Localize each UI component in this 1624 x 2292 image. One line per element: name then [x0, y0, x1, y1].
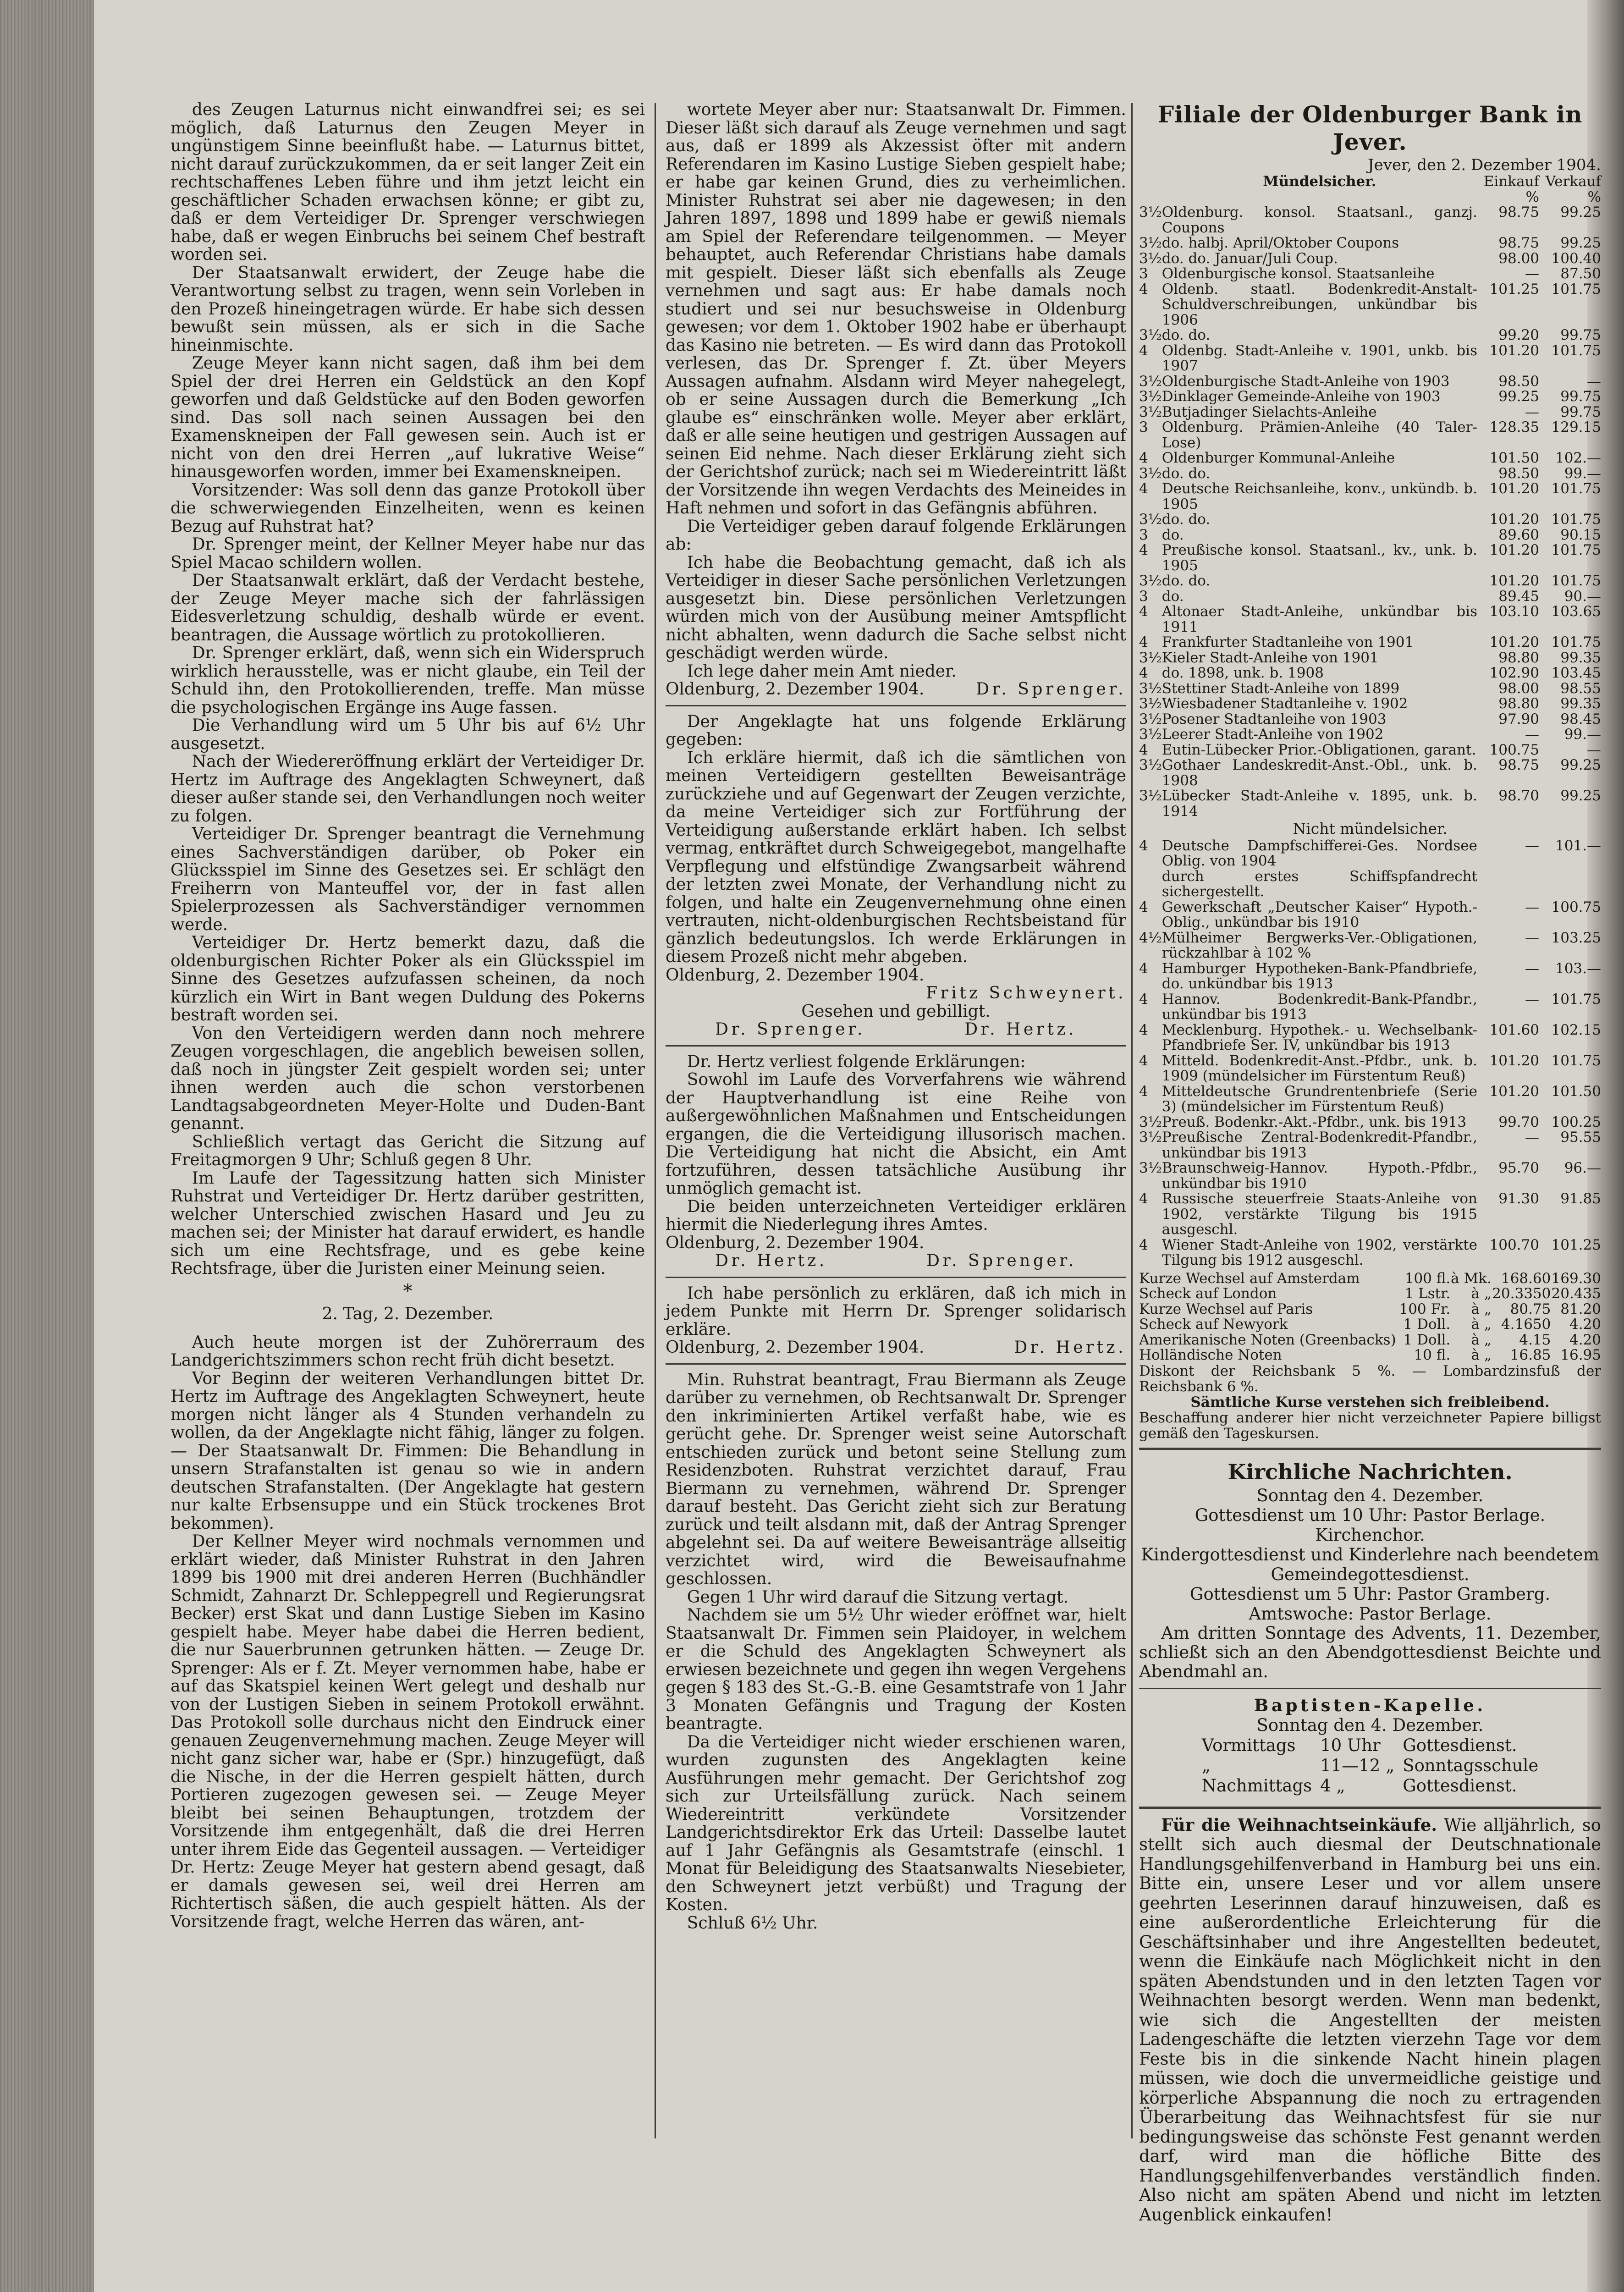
bond-row: 3 do. 89.45 90.— [1139, 588, 1601, 605]
divider [666, 1277, 1126, 1278]
paragraph: Zeuge Meyer kann nicht sagen, daß ihm bei dem Spiel der drei Herren ein Geldstück an den Kopf geworfen und daß Geldstücke auf den Boden geworfen sind. Das soll nach seinen Aussagen bei den Examenskneipen der Fall gewesen sein. Auch ist er nicht von den drei Herren „auf lukrative Weise“ hinausgeworfen worden, immer bei Examenskneipen. [171, 354, 645, 481]
exchange-row: Kurze Wechsel auf Amsterdam 100 fl. à Mk. 168.60 169.30 [1139, 1270, 1601, 1287]
church-line: Amtswoche: Pastor Berlage. [1249, 1603, 1492, 1624]
day2-heading: 2. Tag, 2. Dezember. [322, 1305, 494, 1323]
paragraph: wortete Meyer aber nur: Staatsanwalt Dr. Fimmen. Dieser läßt sich darauf als Zeuge vernehmen und sagt aus, daß er 1899 als Akzessist öfter mit andern Referendaren im Kasino Lustige Sieben gespielt habe; er habe gar keinen Grund, dies zu verheimlichen. Minister Ruhstrat sei aber nie dagewesen; in den Jahren 1897, 1898 und 1899 habe er gewiß niemals am Spiel der Referendare teilgenommen. — Meyer behauptet, auch Referendar Christians habe damals mit gespielt. Dieser läßt sich ebenfalls als Zeuge vernehmen und sagt aus: Er habe damals noch studiert und sei nur besuchsweise in Oldenburg gewesen; vor dem 1. Oktober 1902 habe er überhaupt das Kasino nie betreten. — Es wird dann das Protokoll verlesen, das Dr. Sprenger f. Zt. über Meyers Aussagen aufnahm. Alsdann wird Meyer nahegelegt, ob er seine Aussagen durch die Bemerkung „Ich glaube es“ einschränken wolle. Meyer aber erklärt, daß er alle seine heutigen und gestrigen Aussagen auf seinen Eid nehme. Nach dieser Erklärung zieht sich der Gerichtshof zurück; nach sei m Wiedereintritt läßt der Vorsitzende ihn wegen Verdachts des Meineides in Haft nehmen und sofort in das Gefängnis abführen. [666, 100, 1126, 518]
paragraph: Dr. Sprenger meint, der Kellner Meyer habe nur das Spiel Macao schildern wollen. [171, 535, 645, 572]
baptist-row: Nachmittags 4 „ Gottesdienst. [1201, 1775, 1517, 1796]
paragraph: Im Laufe der Tagessitzung hatten sich Minister Ruhstrat und Verteidiger Dr. Hertz darüber gestritten, welcher Unterschied zwischen Hasard und Jeu zu machen sei; der Minister hat darauf erwidert, es handle sich um eine Rechtsfrage, und es gebe keine Rechtsfrage, über die Juristen einer Meinung seien. [171, 1168, 645, 1278]
christmas-text: Wie alljährlich, so stellt sich auch diesmal der Deutschnationale Handlungsgehilfenverband in Hamburg bei uns ein. Bitte ein, unsere Leser und vor allem unsere geehrten Leserinnen darauf hinzuweisen, daß es eine außerordentliche Erleichterung für die Geschäftsinhaber und ihre Angestellten bedeutet, wenn die Einkäufe nach Möglichkeit nicht in den späten Abendstunden und in den letzten Tagen vor Weihnachten besorgt werden. Wenn man bedenkt, wie sich die Angestellten der meisten Ladengeschäfte die letzten vierzehn Tage vor dem Feste bis in die sinkende Nacht hinein plagen müssen, wie doch die unvermeidliche geistige und körperliche Abspannung die noch zu ertragenden Überarbeitung das Weihnachtsfest für sie nur bedingungsweise das schönste Fest genannt werden darf, wird man die höfliche Bitte des Handlungsgehilfenverbandes verständlich finden. Also nicht am späten Abend und nicht im letzten Augenblick einkaufen! [1139, 1815, 1601, 2225]
paragraph: Sowohl im Laufe des Vorverfahrens wie während der Hauptverhandlung ist eine Reihe von außergewöhnlichen Maßnahmen und Entscheidungen ergangen, die die Verteidigung illusorisch machen. Die Verteidigung hat nicht die Absicht, ein Amt fortzuführen, dessen tatsächliche Ausübung ihr unmöglich gemacht ist. [666, 1070, 1126, 1198]
church-line: Sonntag den 4. Dezember. [1256, 1485, 1484, 1505]
bond-row: 3½ Lübecker Stadt-Anleihe v. 1895, unk. b. 1914 98.70 99.25 [1139, 788, 1601, 820]
bond-row: 4 Hamburger Hypotheken-Bank-Pfandbriefe, do. unkündbar bis 1913 — 103.— [1139, 960, 1601, 992]
paragraph: Die beiden unterzeichneten Verteidiger erklären hiermit die Niederlegung ihres Amtes. [666, 1197, 1126, 1234]
column-rule [655, 103, 656, 2138]
bond-row: 3½ Kieler Stadt-Anleihe von 1901 98.80 99.35 [1139, 649, 1601, 666]
church-title: Kirchliche Nachrichten. [1228, 1459, 1513, 1484]
exchange-row: Kurze Wechsel auf Paris 100 Fr. à „ 80.75 81.20 [1139, 1300, 1601, 1317]
bond-row: 3½ Wiesbadener Stadtanleihe v. 1902 98.80 99.35 [1139, 695, 1601, 712]
approval-signatures: Dr. Sprenger. Dr. Hertz. [715, 1020, 1077, 1039]
bond-row: 4 Oldenbg. Stadt-Anleihe v. 1901, unkb. bis 1907 101.20 101.75 [1139, 342, 1601, 374]
paragraph: Schließlich vertagt das Gericht die Sitzung auf Freitagmorgen 9 Uhr; Schluß gegen 8 Uhr. [171, 1132, 645, 1169]
trial-report-day2 [171, 1333, 645, 1931]
bond-row: 4½ Mülheimer Bergwerks-Ver.-Obligationen, rückzahlbar à 102 % — 103.25 [1139, 929, 1601, 961]
advent-note: Am dritten Sonntage des Advents, 11. Dezember, schließt sich an den Abendgottesdienst Beichte und Abendmahl an. [1139, 1623, 1601, 1681]
column-3 [1139, 101, 1601, 2225]
bond-row: 3½ do. do. 101.20 101.75 [1139, 573, 1601, 589]
bond-row: 3 Oldenburgische konsol. Staatsanleihe — 87.50 [1139, 265, 1601, 282]
bond-row: 4 Hannov. Bodenkredit-Bank-Pfandbr., unkündbar bis 1913 — 101.75 [1139, 991, 1601, 1023]
christmas-notice [1139, 1815, 1601, 2225]
declaration-defendant [666, 713, 1126, 966]
bond-row: 4 Preußische konsol. Staatsanl., kv., unk. b. 1905 101.20 101.75 [1139, 542, 1601, 574]
bond-row: 3½ Butjadinger Sielachts-Anleihe — 99.75 [1139, 403, 1601, 420]
bond-row: 3½ do. do. Januar/Juli Coup. 98.00 100.40 [1139, 250, 1601, 267]
bond-row: 4 Oldenb. staatl. Bodenkredit-Anstalt-Schuldverschreibungen, unkündbar bis 1906 101.25 101.75 [1139, 281, 1601, 328]
bond-row: 3½ Preußische Zentral-Bodenkredit-Pfandbr., unkündbar bis 1913 — 95.55 [1139, 1129, 1601, 1161]
paragraph: Gegen 1 Uhr wird darauf die Sitzung vertagt. [687, 1587, 1069, 1607]
declaration-solidarity [666, 1284, 1126, 1339]
procurement-note: Beschaffung anderer hier nicht verzeichneter Papiere billigst gemäß den Tageskursen. [1139, 1409, 1601, 1442]
bond-row: 4 Deutsche Reichsanleihe, konv., unkündb. b. 1905 101.20 101.75 [1139, 480, 1601, 512]
bond-row: 4 Frankfurter Stadtanleihe von 1901 101.20 101.75 [1139, 634, 1601, 650]
baptist-row: Vormittags 10 Uhr Gottesdienst. [1201, 1735, 1517, 1755]
bond-row: 4 do. 1898, unk. b. 1908 102.90 103.45 [1139, 665, 1601, 681]
approval-note: Gesehen und gebilligt. [801, 1002, 991, 1021]
bond-row: 4 Oldenburger Kommunal-Anleihe 101.50 102.— [1139, 450, 1601, 466]
bond-row: 4 Eutin-Lübecker Prior.-Obligationen, garant. 100.75 — [1139, 741, 1601, 758]
baptist-date: Sonntag den 4. Dezember. [1256, 1715, 1484, 1735]
paragraph: Vorsitzender: Was soll denn das ganze Protokoll über die schwerwiegenden Einzelheiten, wenn es keinen Bezug auf Ruhstrat hat? [171, 480, 645, 536]
bond-row: 3½ Leerer Stadt-Anleihe von 1902 — 99.— [1139, 726, 1601, 743]
church-line: Gottesdienst um 5 Uhr: Pastor Gramberg. [1189, 1584, 1551, 1604]
bond-row: 3 do. 89.60 90.15 [1139, 526, 1601, 543]
trial-report-part1 [171, 101, 645, 1278]
paragraph: Nach der Wiedereröffnung erklärt der Verteidiger Dr. Hertz im Auftrage des Angeklagten Schweynert, daß dieser außer stande sei, den Verhandlungen noch weiter zu folgen. [171, 752, 645, 826]
paragraph: Verteidiger Dr. Hertz bemerkt dazu, daß die oldenburgischen Richter Poker als ein Glücksspiel im Sinne des Gesetzes aufzufassen scheinen, da noch kürzlich ein Wirt in Bant wegen Duldung des Pokerns bestraft worden sei. [171, 933, 645, 1025]
paragraph: Nachdem sie um 5½ Uhr wieder eröffnet war, hielt Staatsanwalt Dr. Fimmen sein Plaidoyer, in welchem er die Schuld des Angeklagten Schweynert als erwiesen bezeichnete und gegen ihn wegen Vergehens gegen § 183 des St.-G.-B. eine Gesamtstrafe von 1 Jahr 3 Monaten Gefängnis und Tragung der Kosten beantragte. [666, 1606, 1126, 1733]
paragraph: Verteidiger Dr. Sprenger beantragt die Vernehmung eines Sachverständigen darüber, ob Poker ein Glücksspiel im Sinne des Gesetzes sei. Er schlägt den Freiherrn von Manteuffel vor, der in fast allen Spielerprozessen als Sachverständiger vernommen werde. [171, 825, 645, 934]
signature-schweynert: Fritz Schweynert. [926, 984, 1126, 1003]
bond-row: 3½ Gothaer Landeskredit-Anst.-Obl., unk. b. 1908 98.75 99.25 [1139, 757, 1601, 789]
paragraph: Die Verhandlung wird um 5 Uhr bis auf 6½ Uhr ausgesetzt. [171, 716, 645, 753]
paragraph: Min. Ruhstrat beantragt, Frau Biermann als Zeuge darüber zu vernehmen, ob Rechtsanwalt Dr. Sprenger den inkriminierten Artikel verfaßt habe, wie es gerücht gehe. Dr. Sprenger weist seine Autorschaft entschieden zurück und betont seine Stellung zum Residenzboten. Ruhstrat verzichtet darauf, Frau Biermann zu vernehmen, während Dr. Sprenger darauf besteht. Das Gericht zieht sich zur Beratung zurück und teilt alsdann mit, daß der Antrag Sprenger abgelehnt sei. Da auf weitere Beweisanträge allseitig verzichtet wird, wird die Beweisaufnahme geschlossen. [666, 1370, 1126, 1588]
divider [1139, 1448, 1601, 1450]
bond-row: 3½ Oldenburg. konsol. Staatsanl., ganzj. Coupons 98.75 99.25 [1139, 204, 1601, 236]
trial-verdict [666, 1371, 1126, 1914]
bond-row: 4 Wiener Stadt-Anleihe von 1902, verstärkte Tilgung bis 1912 ausgeschl. 100.70 101.25 [1139, 1236, 1601, 1268]
divider [1139, 1807, 1601, 1809]
paragraph: Der Kellner Meyer wird nochmals vernommen und erklärt wieder, daß Minister Ruhstrat in den Jahren 1899 bis 1900 mit drei anderen Herren (Buchhändler Schmidt, Zahnarzt Dr. Schleppegrell und Regierungsrat Becker) erst Skat und dann Lustige Sieben im Kasino gespielt habe. Meyer habe dabei die Herren bedient, die nur Sauerbrunnen getrunken hätten. — Zeuge Dr. Sprenger: Als er f. Zt. Meyer vernommen habe, habe er auf das Skatspiel keinen Wert gelegt und deshalb nur von der Lustigen Sieben in seinem Protokoll erwähnt. Das Protokoll solle durchaus nicht den Eindruck einer genauen Zeugenvernehmung machen. Zeuge Meyer will nicht ganz sicher war, habe er (Spr.) hinzugefügt, daß die Nische, in der die Herren gespielt hätten, durch Portieren zugezogen gewesen sei. — Zeuge Meyer bleibt bei seinen Behauptungen, trotzdem der Vorsitzende ihm entgegenhält, daß die drei Herren unter ihrem Eide das Gegenteil aussagen. — Verteidiger Dr. Hertz: Zeuge Meyer hat gestern abend gesagt, daß er damals gewesen sei, weil drei Herren am Richtertisch säßen, die auch gespielt hätten. Als der Vorsitzende fragt, welche Herren das wären, ant- [171, 1532, 645, 1931]
paragraph: Der Angeklagte hat uns folgende Erklärung gegeben: [666, 712, 1126, 749]
exchange-row: Holländische Noten 10 fl. à „ 16.85 16.95 [1139, 1347, 1601, 1363]
kurse-note: Sämtliche Kurse verstehen sich freibleibend. [1190, 1394, 1550, 1410]
bond-row: 4 Mitteldeutsche Grundrentenbriefe (Serie 3) (mündelsicher im Fürstentum Reuß) 101.20 101.50 [1139, 1083, 1601, 1115]
bond-table-header: Mündelsicher. Einkauf Verkauf [1263, 173, 1601, 190]
baptist-schedule [1197, 1735, 1543, 1796]
bond-row: 4 Russische steuerfreie Staats-Anleihe von 1902, verstärkte Tilgung bis 1915 ausgeschl. 91.30 91.85 [1139, 1190, 1601, 1238]
paragraph: Der Staatsanwalt erklärt, daß der Verdacht bestehe, der Zeuge Meyer mache sich der fahrlässigen Eidesverletzung schuldig, deshalb würde er event. beantragen, die Aussage wörtlich zu protokollieren. [171, 571, 645, 645]
bank-date: Jever, den 2. Dezember 1904. [1368, 156, 1601, 174]
bond-row: 3½ Oldenburgische Stadt-Anleihe von 1903 98.50 — [1139, 373, 1601, 390]
bond-row: 3½ do. do. 98.50 99.— [1139, 465, 1601, 482]
bond-row: durch erstes Schiffspfandrecht sichergestellt. [1162, 868, 1477, 900]
bond-row: 4 Gewerkschaft „Deutscher Kaiser“ Hypoth.-Oblig., unkündbar bis 1910 — 100.75 [1139, 898, 1601, 931]
declaration-hertz [666, 1053, 1126, 1234]
divider [666, 1045, 1126, 1047]
signature-place: Oldenburg, 2. Dezember 1904. [666, 965, 925, 985]
divider [666, 705, 1126, 706]
closing-time: Schluß 6½ Uhr. [687, 1913, 818, 1933]
bond-row: 4 Mecklenburg. Hypothek.- u. Wechselbank-Pfandbriefe Ser. IV, unkündbar bis 1913 101.60 102.15 [1139, 1021, 1601, 1053]
bond-row: 4 Altonaer Stadt-Anleihe, unkündbar bis 1911 103.10 103.65 [1139, 603, 1601, 635]
bond-row: 3½ Braunschweig-Hannov. Hypoth.-Pfdbr., unkündbar bis 1910 95.70 96.— [1139, 1160, 1601, 1192]
trial-report-continued [666, 101, 1126, 680]
paragraph: Dr. Sprenger erklärt, daß, wenn sich ein Widerspruch wirklich herausstelle, was er nicht glaube, ein Teil der Schuld ihn, den Protokollierenden, treffe. Man müsse die psychologischen Ergänge ins Auge fassen. [171, 644, 645, 717]
bond-row: 4 Deutsche Dampfschifferei-Ges. Nordsee Oblig. von 1904 — 101.— [1139, 837, 1601, 869]
section-not-safe: Nicht mündelsicher. [1293, 820, 1448, 837]
exchange-row: Scheck auf London 1 Lstr. à „ 20.3350 20.435 [1139, 1285, 1601, 1302]
bank-title: Filiale der Oldenburger Bank in Jever. [1157, 101, 1583, 155]
bond-row: 3½ Preuß. Bodenkr.-Akt.-Pfdbr., unk. bis 1913 99.70 100.25 [1139, 1113, 1601, 1130]
exchange-row: Amerikanische Noten (Greenbacks) 1 Doll. à „ 4.15 4.20 [1139, 1331, 1601, 1348]
paragraph: Vor Beginn der weiteren Verhandlungen bittet Dr. Hertz im Auftrage des Angeklagten Schweynert, heute morgen nicht länger als 4 Stunden verhandeln zu wollen, da der Angeklagte nicht fähig, länger zu folgen. — Der Staatsanwalt Dr. Fimmen: Die Behandlung in unsern Strafanstalten ist genau so wie in andern deutschen Strafanstalten. (Der Angeklagte hat gestern nur kalte Erbsensuppe und ein Stück trockenes Brot bekommen). [171, 1369, 645, 1533]
book-edge [0, 0, 94, 2292]
bond-row: 3½ Posener Stadtanleihe von 1903 97.90 98.45 [1139, 711, 1601, 727]
paragraph: Ich habe die Beobachtung gemacht, daß ich als Verteidiger in dieser Sache persönlichen Verletzungen ausgesetzt bin. Diese persönlichen Verletzungen würden mich von der Ausübung meiner Amtspflicht nicht abhalten, wenn dadurch die Sache selbst nicht geschädigt werden würde. [666, 553, 1126, 662]
column-1 [171, 101, 645, 2209]
paragraph: Da die Verteidiger nicht wieder erschienen waren, wurden zugunsten des Angeklagten keine Ausführungen mehr gemacht. Der Gerichtshof zog sich zur Urteilsfällung zurück. Nach seinem Wiedereintritt verkündete Vorsitzender Landgerichtsdirektor Erk das Urteil: Dasselbe lautet auf 1 Jahr Gefängnis als Gesamtstrafe (einschl. 1 Monat für Beleidigung des Staatsanwalts Niesebieter, den Schweynert jetzt verbüßt) und Tragung der Kosten. [666, 1732, 1126, 1914]
church-line: Gottesdienst um 10 Uhr: Pastor Berlage. [1195, 1505, 1546, 1525]
discount-note: Diskont der Reichsbank 5 %. — Lombardzinsfuß der Reichsbank 6 %. [1139, 1362, 1601, 1395]
paragraph: des Zeugen Laturnus nicht einwandfrei sei; es sei möglich, daß Laturnus den Zeugen Meyer in ungünstigem Sinne beeinflußt habe. — Laturnus bittet, nicht darauf zurückzukommen, da er seit langer Zeit ein rechtschaffenes Leben führe und ihm jetzt leicht ein geschäftlicher Schaden erwachsen könne; er gibt zu, daß er dem Verteidiger Dr. Sprenger verschwiegen habe, daß er wegen Einbruchs bei seinem Chef bestraft worden sei. [171, 100, 645, 264]
divider [1139, 1688, 1601, 1689]
christmas-lead: Für die Weihnachtseinkäufe. [1161, 1814, 1437, 1835]
column-rule [1131, 103, 1133, 2138]
bond-row: 3 Oldenburg. Prämien-Anleihe (40 Taler-Lose) 128.35 129.15 [1139, 419, 1601, 451]
bond-row: 3½ do. do. 99.20 99.75 [1139, 327, 1601, 343]
church-services [1139, 1486, 1601, 1624]
exchange-row: Scheck auf Newyork 1 Doll. à „ 4.1650 4.20 [1139, 1316, 1601, 1333]
bond-table: Mündelsicher. Einkauf Verkauf % % 3½ Oldenburg. konsol. Staatsanl., ganzj. Coupons 98.75 99.25 3½ do. halbj. April/Oktober Coupons 98.75 99.25 3½ do. do. Januar/Juli Coup. 98.00 100.40 3 Oldenburgische konsol. Staatsanleihe — 87.50 4 Oldenb. staatl. Bodenkredit-Anstalt-Schuldverschreibungen, unkündbar bis 1906 101.25 101.75 3½ do. do. 99.20 99.75 4 Oldenbg. Stadt-Anleihe v. 1901, unkb. bis 1907 101.20 101.75 3½ Oldenburgische Stadt-Anleihe von 1903 98.50 — 3½ Dinklager Gemeinde-Anleihe von 1903 99.25 99.75 3½ Butjadinger Sielachts-Anleihe — 99.75 3 Oldenburg. Prämien-Anleihe (40 Taler-Lose) 128.35 129.15 4 Oldenburger Kommunal-Anleihe 101.50 102.— 3½ do. do. 98.50 99.— 4 Deutsche Reichsanleihe, konv., unkündb. b. 1905 101.20 101.75 3½ do. do. 101.20 101.75 3 do. 89.60 90.15 4 Preußische konsol. Staatsanl., kv., unk. b. 1905 101.20 101.75 3½ do. do. 101.20 101.75 3 do. 89.45 90.— 4 Altonaer Stadt-Anleihe, unkündbar bis 1911 103.10 103.65 4 Frankfurter Stadtanleihe von 1901 101.20 101.75 3½ Kieler Stadt-Anleihe von 1901 98.80 99.35 4 do. 1898, unk. b. 1908 102.90 103.45 3½ Stettiner Stadt-Anleihe von 1899 98.00 98.55 3½ Wiesbadener Stadtanleihe v. 1902 98.80 99.35 3½ Posener Stadtanleihe von 1903 97.90 98.45 3½ Leerer Stadt-Anleihe von 1902 — 99.— 4 Eutin-Lübecker Prior.-Obligationen, garant. 100.75 — 3½ Gothaer Landeskredit-Anst.-Obl., unk. b. 1908 98.75 99.25 3½ Lübecker Stadt-Anleihe v. 1895, unk. b. 1914 98.70 99.25 Nicht mündelsicher. 4 Deutsche Dampfschifferei-Ges. Nordsee Oblig. von 1904 — 101.— durch erstes Schiffspfandrecht sichergestellt. 4 Gewerkschaft „Deutscher Kaiser“ Hypoth.-Oblig., unkündbar bis 1910 — 100.75 4½ Mülheimer Bergwerks-Ver.-Obligationen, rückzahlbar à 102 % — 103.25 4 Hamburger Hypotheken-Bank-Pfandbriefe, do. unkündbar bis 1913 — 103.— 4 Hannov. Bodenkredit-Bank-Pfandbr., unkündbar bis 1913 — 101.75 4 Mecklenburg. Hypothek.- u. Wechselbank-Pfandbriefe Ser. IV, unkündbar bis 1913 101.60 102.15 4 Mitteld. Bodenkredit-Anst.-Pfdbr., unk. b. 1909 (mündelsicher im Fürstentum Reuß) 101.20 101.75 4 Mitteldeutsche Grundrentenbriefe (Serie 3) (mündelsicher im Fürstentum Reuß) 101.20 101.50 3½ Preuß. Bodenkr.-Akt.-Pfdbr., unk. bis 1913 99.70 100.25 3½ Preußische Zentral-Bodenkredit-Pfandbr., unkündbar bis 1913 — 95.55 3½ Braunschweig-Hannov. Hypoth.-Pfdbr., unkündbar bis 1910 95.70 96.— 4 Russische steuerfreie Staats-Anleihe von 1902, verstärkte Tilgung bis 1915 ausgeschl. 91.30 91.85 4 Wiener Stadt-Anleihe von 1902, verstärkte Tilgung bis 1912 ausgeschl. 100.70 101.25 [1139, 173, 1601, 1268]
signature-place: Oldenburg, 2. Dezember 1904. [666, 1233, 925, 1252]
church-line: Kindergottesdienst und Kinderlehre nach beendetem Gemeindegottesdienst. [1141, 1544, 1599, 1584]
column-2 [666, 101, 1126, 2209]
baptist-title: Baptisten-Kapelle. [1254, 1695, 1486, 1715]
bond-row: 3½ Stettiner Stadt-Anleihe von 1899 98.00 98.55 [1139, 680, 1601, 697]
bond-row: 3½ do. do. 101.20 101.75 [1139, 511, 1601, 528]
baptist-row: „ 11—12 „ Sonntagsschule [1201, 1755, 1539, 1775]
paragraph: Die Verteidiger geben darauf folgende Erklärungen ab: [666, 517, 1126, 554]
joint-signatures: Dr. Hertz. Dr. Sprenger. [715, 1251, 1077, 1270]
divider [666, 1363, 1126, 1365]
section-star: * [403, 1280, 413, 1302]
paragraph: Dr. Hertz verliest folgende Erklärungen: [687, 1052, 1026, 1071]
signature-sprenger: Oldenburg, 2. Dezember 1904. Dr. Sprenger. [666, 680, 1126, 699]
bond-row: 3½ do. halbj. April/Oktober Coupons 98.75 99.25 [1139, 235, 1601, 251]
bond-row: 3½ Dinklager Gemeinde-Anleihe von 1903 99.25 99.75 [1139, 388, 1601, 405]
paragraph: Ich erkläre hiermit, daß ich die sämtlichen von meinen Verteidigern gestellten Beweisanträge zurückziehe und auf Gegenwart der Zeugen verzichte, da meine Verteidiger sich zur Fortführung der Verteidigung außerstande erklärt haben. Ich selbst vermag, entkräftet durch Schweigegebot, mangelhafte Verpflegung und elfstündige Zwangsarbeit während der letzten zwei Monate, der Verhandlung nicht zu folgen, und halte ein Zeugenvernehmung ohne einen vertrauten, nicht-oldenburgischen Rechtsbeistand für gänzlich bedeutungslos. Ich werde Erklärungen in diesem Prozeß nicht mehr abgeben. [666, 748, 1126, 966]
paragraph: Der Staatsanwalt erwidert, der Zeuge habe die Verantwortung selbst zu tragen, wenn sein Vorleben in den Prozeß hineingetragen würde. Er habe sich dessen bewußt sein müssen, als er sich in die Sache hineinmischte. [171, 263, 645, 355]
church-line: Kirchenchor. [1315, 1525, 1425, 1545]
exchange-table [1139, 1271, 1601, 1363]
paragraph: Auch heute morgen ist der Zuhörerraum des Landgerichtszimmers schon recht früh dicht besetzt. [171, 1333, 645, 1370]
paragraph: Ich habe persönlich zu erklären, daß ich mich in jedem Punkte mit Herrn Dr. Sprenger solidarisch erkläre. [666, 1284, 1126, 1339]
signature-hertz: Oldenburg, 2. Dezember 1904. Dr. Hertz. [666, 1338, 1126, 1357]
paragraph: Ich lege daher mein Amt nieder. [687, 661, 957, 681]
paragraph: Von den Verteidigern werden dann noch mehrere Zeugen vorgeschlagen, die angeblich beweisen sollen, daß noch in jüngster Zeit gespielt worden sei; unter ihnen werden auch die schon verstorbenen Landtagsabgeordneten Meyer-Holte und Duden-Bant genannt. [171, 1024, 645, 1133]
bond-row: 4 Mitteld. Bodenkredit-Anst.-Pfdbr., unk. b. 1909 (mündelsicher im Fürstentum Reuß) 101.20 101.75 [1139, 1052, 1601, 1084]
